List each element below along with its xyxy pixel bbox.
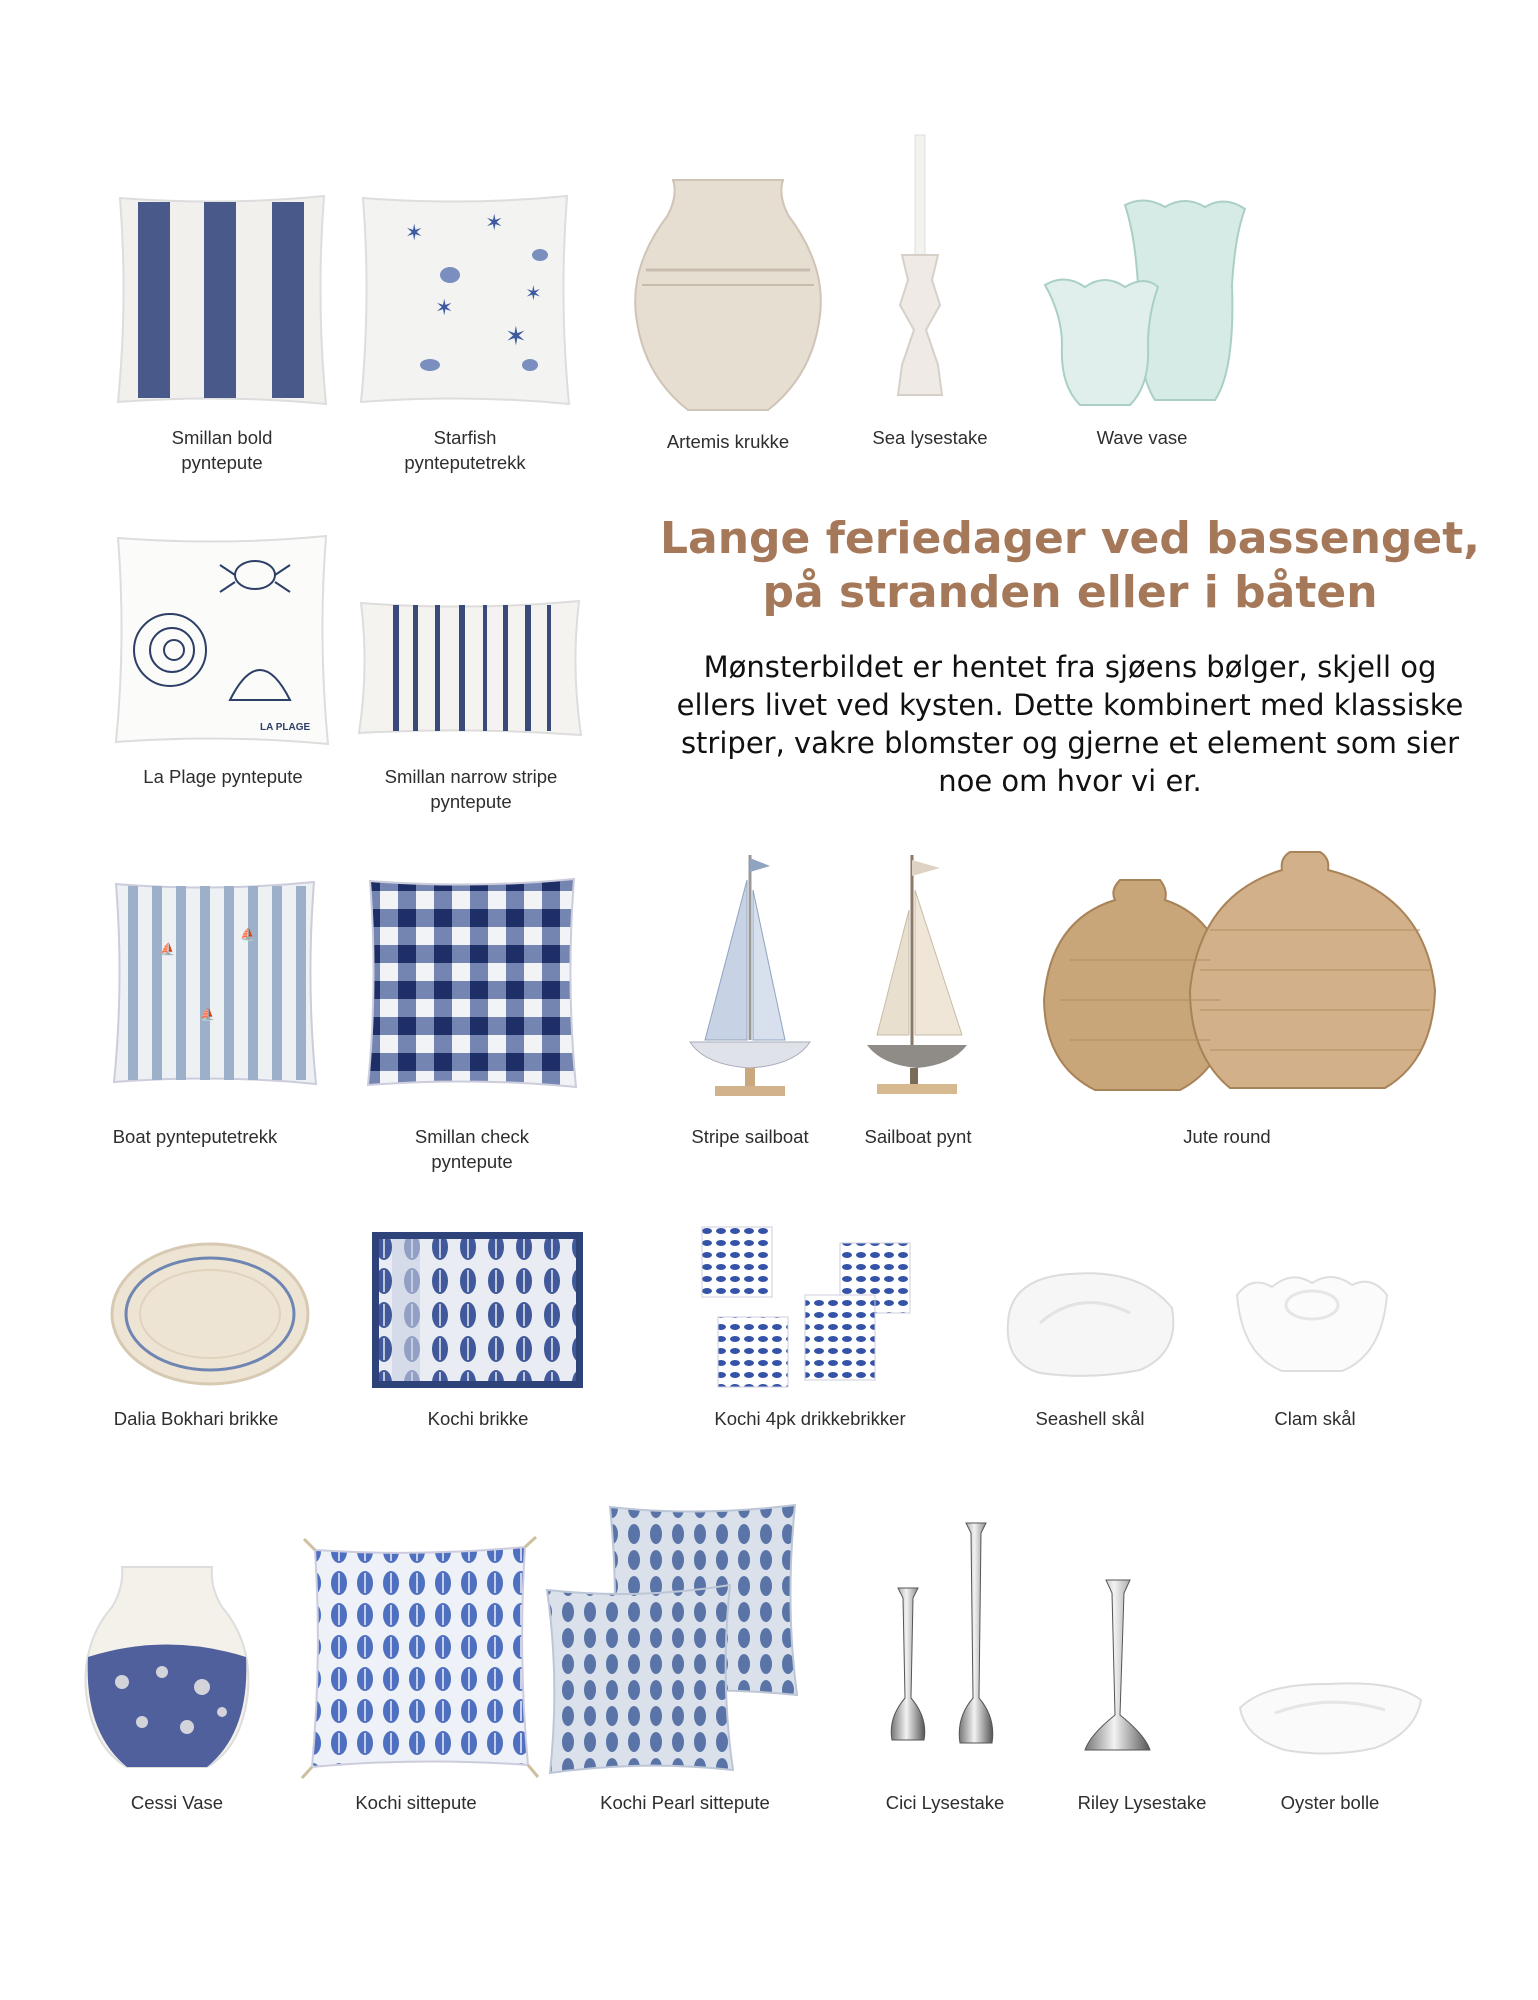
caption-smillan-check: Smillan check pyntepute: [414, 1126, 530, 1172]
svg-text:⛵: ⛵: [200, 1007, 215, 1021]
caption-dalia-brikke: Dalia Bokhari brikke: [113, 1408, 279, 1429]
caption-sea-lysestake: Sea lysestake: [872, 427, 988, 448]
caption-smillan-bold: Smillan bold pyntepute: [171, 427, 273, 473]
boat-cushion-image: [110, 878, 320, 1088]
caption-stripe-sailboat: Stripe sailboat: [691, 1126, 809, 1147]
svg-text:✶: ✶: [505, 321, 527, 351]
caption-cessi-vase: Cessi Vase: [130, 1792, 224, 1813]
kochi-pearl-cushion-image: [535, 1495, 805, 1780]
stripe-sailboat-image: [685, 850, 815, 1100]
caption-clam-skal: Clam skål: [1274, 1408, 1356, 1429]
riley-candleholder-image: [1080, 1575, 1155, 1755]
kochi-seat-cushion-image: [300, 1535, 540, 1780]
caption-sailboat-pynt: Sailboat pynt: [864, 1126, 972, 1147]
oyster-bowl-image: [1235, 1678, 1425, 1758]
jute-baskets-image: [1040, 850, 1440, 1095]
svg-text:✶: ✶: [485, 210, 504, 235]
intro-text: Mønsterbildet er hentet fra sjøens bølger, skjell og ellers livet ved kysten. Dette kombinert med klassiske striper, vakre blomster og gjerne et element som sier noe om hvor vi er.: [676, 650, 1464, 798]
sailboat-image: [862, 850, 972, 1100]
la-plage-cushion-image: [110, 530, 335, 750]
caption-smillan-narrow: Smillan narrow stripe pyntepute: [384, 766, 558, 812]
seashell-bowl-image: [1000, 1268, 1180, 1383]
caption-kochi-4pk: Kochi 4pk drikkebrikker: [714, 1408, 906, 1429]
svg-text:✶: ✶: [405, 220, 424, 245]
caption-kochi-pearl: Kochi Pearl sittepute: [600, 1792, 770, 1813]
caption-wave-vase: Wave vase: [1096, 427, 1188, 448]
caption-kochi-brikke: Kochi brikke: [427, 1408, 529, 1429]
cessi-vase-image: [82, 1562, 252, 1772]
dalia-placemat-image: [108, 1240, 313, 1388]
svg-text:⛵: ⛵: [240, 927, 255, 941]
smillan-bold-cushion-image: [112, 190, 332, 410]
caption-la-plage: La Plage pyntepute: [143, 766, 303, 787]
caption-seashell-skal: Seashell skål: [1035, 1408, 1145, 1429]
headline: Lange feriedager ved bassenget, på stranden eller i båten: [660, 513, 1481, 618]
wave-vase-image: [1040, 195, 1285, 410]
caption-starfish: Starfish pynteputetrekk: [404, 427, 526, 473]
clam-bowl-image: [1232, 1265, 1392, 1380]
sea-candleholder-image: [880, 130, 960, 405]
kochi-coasters-image: [700, 1225, 915, 1395]
caption-jute-round: Jute round: [1183, 1126, 1271, 1147]
caption-oyster-bolle: Oyster bolle: [1280, 1792, 1380, 1813]
svg-text:⛵: ⛵: [160, 942, 175, 956]
svg-text:✶: ✶: [525, 283, 542, 305]
kochi-placemat-image: [370, 1230, 585, 1390]
artemis-urn-image: [628, 175, 828, 415]
caption-kochi-sittepute: Kochi sittepute: [355, 1792, 477, 1813]
caption-cici-lysestake: Cici Lysestake: [885, 1792, 1005, 1813]
caption-riley-lysestake: Riley Lysestake: [1077, 1792, 1207, 1813]
svg-text:✶: ✶: [435, 295, 454, 320]
smillan-narrow-cushion-image: [355, 595, 585, 740]
la-plage-print: LA PLAGE: [260, 722, 311, 733]
cici-candleholders-image: [880, 1518, 1010, 1753]
caption-artemis: Artemis krukke: [666, 431, 790, 452]
check-cushion-image: [362, 873, 582, 1093]
starfish-cushion-image: [355, 190, 575, 410]
caption-boat-trekk: Boat pynteputetrekk: [112, 1126, 278, 1147]
